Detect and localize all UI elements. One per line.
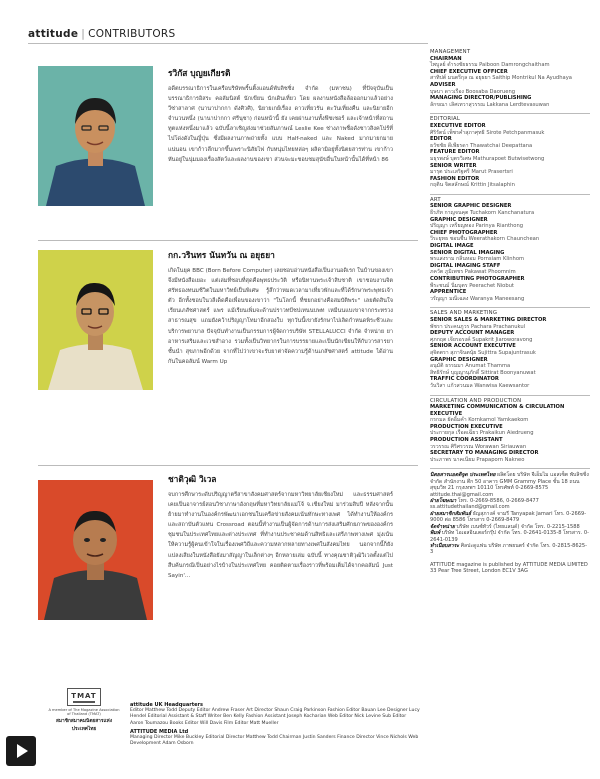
contact-head: จัดจำหน่าย — [430, 523, 455, 530]
masthead-person: อนุมัติ ธรรมมา Anumat Thamma — [430, 363, 511, 370]
tmat-logo — [48, 688, 120, 733]
uk-credits — [130, 702, 420, 747]
contact-info — [430, 468, 590, 555]
masthead-section-title: CIRCULATION AND PRODUCTION — [430, 395, 590, 405]
masthead-column — [430, 49, 590, 575]
publisher-note: ATTITUDE magazine is published by ATTITUDE MEDIA LIMITED 33 Pear Tree Street, London EC1V 3AG — [430, 561, 588, 575]
masthead-role: APPRENTICE — [430, 289, 467, 296]
masthead-entry — [430, 376, 590, 389]
masthead-entry — [430, 250, 590, 263]
contact-text: บริษัท ไอเอสอินเตอร์กรุ๊ป จำกัด โทร. 0-2641-0135-8 โทรสาร. 0-2641-0139 — [430, 530, 589, 543]
contact-block — [430, 543, 590, 556]
contact-block — [430, 472, 590, 498]
section-title: CONTRIBUTORS — [88, 28, 176, 40]
contact-head: ฝ่ายโฆษณา — [430, 498, 457, 505]
media-ltd-text: Managing Director Mike Buckley Editorial Director Matthew Todd Chairman Justin Sanders Finance Director Vince Nichols Web Development Adam Osborn — [130, 735, 419, 747]
contact-text: ธัญสุภางค์ จามรี Tanyapak Jamari โทร. 0-2669-9000 ต่อ 8586 โทรสาร 0-2669-8479 — [430, 510, 587, 524]
masthead-entry — [430, 230, 590, 243]
masthead-person: ธีรภัท กาญจนคุต Tuchakorn Kanchanatura — [430, 210, 535, 217]
contact-text: ผลิตโดย บริษัท จีเอ็มไม แอสเซ็ต พับลิชชิ่ง จำกัด สำนักงาน ตึก 50 อาคาร GMM Grammy Place ชั้น 18 ถนนสุขุมวิท 21 กรุงเทพฯ 10110 โทรศัพท์ 0-2669-8575 attitude.thai@gmail.com — [430, 472, 589, 498]
masthead-person: วรัญญา มณีเฉลง Waranya Maneesang — [430, 295, 525, 302]
masthead-person: วีระยุทธ ชอนชื่น Weerathakorn Chaunchean — [430, 236, 540, 243]
masthead-entry — [430, 317, 590, 330]
masthead-person: บุษบา ดาวเรือง Boosaba Daorueng — [430, 88, 516, 95]
contributor-name: ชาติวุฒิ วิเวล — [168, 474, 217, 484]
contributor-profile-1 — [38, 66, 418, 226]
masthead-role: TRAFFIC COORDINATOR — [430, 376, 499, 383]
masthead-person: สิทธิรักษ์ บุญญานุภักดิ์ Sittirat Boonyanuwat — [430, 369, 536, 376]
masthead-section-title: EDITORIAL — [430, 113, 590, 123]
masthead-entry — [430, 95, 590, 108]
masthead-entry — [430, 136, 590, 149]
masthead-person: พีระชนม์ นิ่มบุตร Peerachet Niobut — [430, 282, 514, 289]
contributor-photo-3 — [38, 480, 153, 620]
tmat-english: A member of The Magazine Association of Thailand (TMAT) — [48, 708, 120, 717]
masthead-person: ลักขณา เลิศเทวาสุวรรณ Lakkana Lerdtevasuwan — [430, 101, 550, 108]
masthead-role: SECRETARY TO MANAGING DIRECTOR — [430, 450, 539, 457]
contact-block — [430, 498, 590, 511]
contact-head: ทำเนียบสาระ — [430, 542, 460, 549]
masthead-entry — [430, 343, 590, 356]
contact-text: บริษัท เบนซ์ทัวร์ (ไทยแลนด์) จำกัด โทร. 0-2215-1588 — [456, 523, 580, 530]
masthead-person: ปริญญา เหรียญทอง Parinya Rianthong — [430, 223, 524, 230]
masthead-sections — [430, 49, 590, 463]
contact-block — [430, 530, 590, 543]
masthead-entry — [430, 263, 590, 276]
masthead-person: ภควัต ภูมิเพชร Pakawat Phoomnim — [430, 269, 516, 276]
contact-head: พิมพ์ — [430, 530, 441, 537]
masthead-role: FASHION EDITOR — [430, 175, 480, 182]
masthead-section — [430, 49, 590, 108]
masthead-person: วรวรรณ ศิริศรวรณ Worawan Siriauwan — [430, 443, 527, 450]
masthead-entry — [430, 276, 590, 289]
masthead-role: FEATURE EDITOR — [430, 149, 480, 156]
masthead-role: CHAIRMAN — [430, 55, 462, 62]
masthead-section-title: SALES AND MARKETING — [430, 307, 590, 317]
masthead-role: SENIOR WRITER — [430, 162, 477, 169]
masthead-person: พรแสงราม กลิ่นหอม Pornsiam Klinhom — [430, 256, 525, 263]
contributor-name: กก.วรินทร นันทวัน ณ อยุธยา — [168, 250, 275, 260]
masthead-entry — [430, 56, 590, 69]
masthead-entry — [430, 203, 590, 216]
masthead-role: ADVISER — [430, 81, 456, 88]
play-icon[interactable] — [6, 736, 36, 766]
contact-text: ศิลปะดูแฟน บริษัท ภาพยนตร์ จำกัด โทร. 0-2815-8625-3 — [430, 542, 587, 556]
masthead-entry — [430, 163, 590, 176]
masthead-person: วันวิสา แก้วสวนมล Wanwisa Kaewsantor — [430, 382, 530, 389]
masthead-person: สุจิตตรา สุภาจินตนุ้ย Sujittra Supajuntrasuk — [430, 349, 536, 356]
contact-block — [430, 511, 590, 524]
contributor-bio: เกิดในยุค BBC (Born Before Computer) เลยชอบอ่านหนังสือเป็นงานอดิเรก ในบ้านของเขาจึงมีหนังสือเยอะ แต่เล่มที่ชอบที่สุดคือพุทธประวัติ หรือนิทานพระเจ้าสิบชาติ เขาชอบงานจิตศรัทธองทนมชีวิตในมหาวิทย์เป็นพิเศษ รู้สึกว่าหมดเวลามาเที่ยวพักและที่ได้รักษาพระพุทธเจ้าตัว อีกทั้งชอบในวลีเด็ดคือเพื่อนของเขาว่า "ในโลกนี้ ที่ชยกอย่างคือสมบัติพระ" เลยตัดสินใจเรียนเภสัชศาสตร์ แพร แม้เรียนเพิ่มจะด้านปราวทบีชปเทนนบพท เหมีนนแบเขาจากกระทรวงสาธารณสุข แถมยังคว้าปริญญาโทมาอีกสองใบ ทุกวันนี้เขายังรักษาไปเลิดกำหนดพิระชีวและบริการพยาบาล ปัจจุบันทำงานเป็นกรรมการผู้จัดการบริษัท STELLALUCCI จำกัด จำหน่าย ยา อาหารเสริมและเวชสำอาง รวมทั้งเป็นวิทยากรในการบรรยายและเป็นนักเขียนให้กับวารสารยาชั้นนำ สุขภาพอีกด้วย จากที่ไปว่าเขาจะรับยาต่าจัดความรู้ด้านเภสัชศาสตร์ attitude ได้อ่านกันในคอลัมน์ Warm Up — [168, 268, 393, 365]
masthead-entry — [430, 404, 590, 424]
masthead-role: PRODUCTION EXECUTIVE — [430, 423, 503, 430]
masthead-person: กฤติน จิตสลักษณ์ Krittin Jitsalaphin — [430, 182, 515, 189]
masthead-role: MARKETING COMMUNICATION & CIRCULATION EXECUTIVE — [430, 404, 565, 417]
media-ltd-title: ATTITUDE MEDIA Ltd — [130, 728, 189, 735]
uk-credits-text: Editor Matthew Todd Deputy Editor Andrew Fraser Art Director Shaun Craig Parkinson Fashion Editor Bauan Lee Designer Lucy Hendel Editorial Assistant & Staff Writer Ben Kelly Fashion Assistant Joseph Kocharian Web Editor Nick Levine Sub Editor Aaron Toumazou Books Editor Will Davis Film Editor Matt Mueller — [130, 708, 420, 726]
header-rule — [28, 43, 428, 44]
masthead-entry — [430, 176, 590, 189]
masthead-role: EXECUTIVE EDITOR — [430, 122, 486, 129]
masthead-person: พัชรา ประคนภูวร Pachara Prachanukul — [430, 323, 526, 330]
masthead-role: GRAPHIC DESIGNER — [430, 356, 488, 363]
masthead-role: EDITOR — [430, 136, 452, 143]
masthead-entry — [430, 437, 590, 450]
masthead-person: ศิริรัตน์ เพ็ชรคำสุภาศุทธิ Sirote Petchpanmasuk — [430, 129, 545, 136]
masthead-section-title: ART — [430, 194, 590, 204]
tmat-mark: TMAT — [67, 688, 101, 706]
contact-text: โทร. 0-2669-8586, 0-2669-8477 ss.attitudethailand@gmail.com — [430, 498, 539, 511]
masthead-entry — [430, 149, 590, 162]
masthead-role: CONTRIBUTING PHOTOGRAPHER — [430, 276, 525, 282]
section-divider — [38, 465, 418, 466]
contact-head: นิตยสารแอตติจูด ประเทศไทย — [430, 472, 496, 479]
masthead-entry — [430, 357, 590, 370]
masthead-entry — [430, 330, 590, 343]
masthead-entry — [430, 123, 590, 136]
masthead-role: SENIOR ACCOUNT EXECUTIVE — [430, 343, 516, 350]
contributor-profile-3 — [38, 472, 418, 682]
section-divider — [38, 240, 418, 241]
masthead-role: CHIEF EXECUTIVE OFFICER — [430, 68, 508, 75]
masthead-section — [430, 113, 590, 189]
masthead-entry — [430, 450, 590, 463]
contributor-profile-2 — [38, 248, 418, 458]
contributor-bio: จบการศึกษาระดับปริญญาตรีสาขาสังคมศาสตร์จากมหาวิทยาลัยเชียงใหม่ และธรรมศาสตร์ เคยเป็นอาจารย์สอนวิชาภาษาอังกฤษที่มหาวิทยาลัยแม่โจ้ จ.เชียงใหม่ มาร่วมสิบปี หลังจากนั้นย้ายมาทำงานในองค์กรพัฒนาเอกชนในเครือข่ายสังคมเน้นทักษะทางเพศ ได้ทำงานให้องค์กรและสถาบันตัวแทน Crossroad ตอนนี้ทำงานเป็นผู้จัดการด้านการส่งเสริมศักยภาพขององค์กรชุมชนในประเทศไทยและต่างประเทศ ที่ทำงานประชาคมด้านสิทธิและเสรีภาพทางเพศ มุ่งเน้นให้ความรู้ผู้คนเข้าใจในเรื่องเพศวิถีและความหลากหลายทางเพศในสังคมไทย นอกจากนี้ก็ยังแปลงเสียงในหนังสือยังมาสัญญาในเล็กต่างๆ อีกหลายเล่ม ฉบับนี้ ทางคุณชาติวุฒิวิเวลตั้งแต่ไปสืบค้นกรณีเป็นอย่างไรบ้างในประเทศไทย คอยติดตามเรื่องราวที่พร้อมเต็มได้จากคอลัมน์ Just Sayin'... — [168, 492, 393, 579]
masthead-role: DIGITAL IMAGING STAFF — [430, 262, 501, 269]
contributor-bio: อดีตบรรณาธิการในเครือบริษัทพริ้นติ้งแอนด์พับลิชชิ่ง จำกัด (มหาชน) ที่ปัจจุบันเป็น บรรณาธิการอิสระ คอลัมนิสต์ นักเขียน นักเดินเที่ยว โดย ผลงานหนังสือล้อออกมาแล้วอย่าง วีซ่าสาลาศ (นานาปากกา ดังศิวศิ), นิยายเกย์เรื่อง ดาวเที่ยวรัน ตะวันเที่ยงคืน และนิยายอีกจำนวนหนึ่ง (นานาปากกา ศรีนุชา) ก่อนหน้านี้ ยัง เคยผ่านงานทั้งฟีชเชอร์ และเจ้าหน้าที่สถานทูตแห่งหนึ่งมาแล้ว ฉบับนี้ลาเชิญส่งมาช่วยสัมภาษณ์ Leslie Kee ช่างภาพชื่อดังชาวสิงคโปร์ที่ไปโด่งดังในญี่ปุ่น ซึ่งมีผลงานภาพถ่ายทั้ง แบบ Half-naked และ Naked มากมายกมาย แน่นอน เขาก้าวลึกมากขึ้นเพราะนิสัยไฟ กับหนุ่มไทยหล่อๆ ผลิดามิอยู่ทั้งนิตยสารท่าน เขาก้าวหันอยู่ในนุ่มมองเรื่องสัตว์และผลงานของเขา ส่วนจะมะชอบชมสุนัขอื่นในหน้านั้นได้ที่หน้า 86 — [168, 86, 393, 163]
masthead-role: DEPUTY ACCOUNT MANAGER — [430, 330, 515, 337]
masthead-section — [430, 395, 590, 464]
masthead-person: ไพบูลย์ ดำรงชัยธรรม Paiboon Damrongchaitham — [430, 62, 550, 69]
masthead-person: ประภาพร นาคเนียม Prapaporn Nakneo — [430, 456, 525, 463]
masthead-entry — [430, 82, 590, 95]
masthead-role: CHIEF PHOTOGRAPHER — [430, 229, 498, 236]
masthead-entry — [430, 243, 590, 250]
contributor-photo-2 — [38, 250, 153, 390]
masthead-role: SENIOR GRAPHIC DESIGNER — [430, 203, 512, 210]
masthead-person: มารุต ประเสริฐศรี Marut Prasertsri — [430, 169, 513, 176]
page-header: attitude | CONTRIBUTORS — [28, 28, 176, 40]
masthead-role: PRODUCTION ASSISTANT — [430, 437, 503, 444]
masthead-section — [430, 194, 590, 303]
masthead-entry — [430, 289, 590, 302]
contributor-name: รวิกัส บุญยเกียรติ — [168, 68, 231, 78]
masthead-role: GRAPHIC DESIGNER — [430, 216, 488, 223]
masthead-role: DIGITAL IMAGE — [430, 243, 474, 250]
contact-head: ฝ่ายสมาชิกสัมพันธ์ — [430, 510, 472, 517]
masthead-section — [430, 307, 590, 389]
masthead-entry — [430, 217, 590, 230]
masthead-person: ประกายกุล เรือดเฉี่ยว Prakaikun Aiedrueng — [430, 430, 534, 437]
masthead-role: SENIOR SALES & MARKETING DIRECTOR — [430, 316, 547, 323]
masthead-person: สาทิปต์ มนตรีกุล ณ อยุธยา Saithip Montrikul Na Ayudhaya — [430, 75, 572, 82]
masthead-role: MANAGING DIRECTOR/PUBLISHING — [430, 95, 532, 102]
uk-headquarters-title: attitude UK Headquarters — [130, 702, 203, 708]
masthead-person: ศุภกฤต เจียรอรงค์ Supakrit Jiaroworavong — [430, 336, 533, 343]
masthead-person: ธวัชชัย ดีเพียรดา Thawatchai Deepattana — [430, 142, 533, 149]
tmat-thai: สมาชิกสมาคมนิตยสารแห่งประเทศไทย — [55, 718, 113, 732]
masthead-role: SENIOR DIGITAL IMAGING — [430, 249, 505, 256]
brand-name: attitude — [28, 28, 79, 40]
masthead-person: กรกมล ยัตอิ้มคำ Kornkamol Yamkaekom — [430, 417, 529, 424]
masthead-person: มธุรพงษ์ บุตรวิเศษ Mathurapoet Butwisetwong — [430, 155, 545, 162]
masthead-entry — [430, 69, 590, 82]
contributor-photo-1 — [38, 66, 153, 206]
masthead-section-title: MANAGEMENT — [430, 49, 471, 55]
masthead-entry — [430, 370, 590, 377]
masthead-entry — [430, 424, 590, 437]
